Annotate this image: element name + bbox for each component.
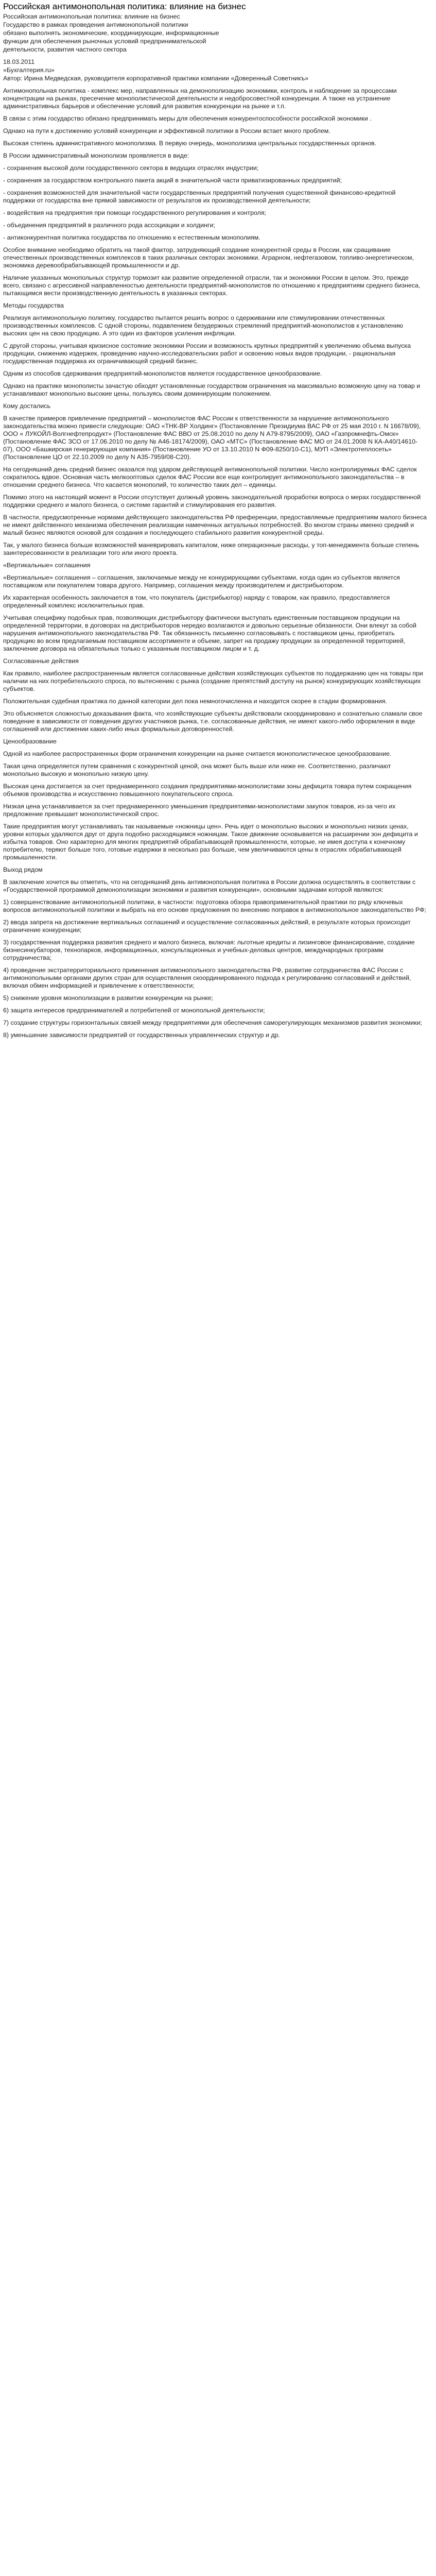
article-paragraph: Их характерная особенность заключается в том, что покупатель (дистрибьютор) наряду с товаром, как правило, предоставляется определенный комплекс исключительных прав. bbox=[3, 594, 390, 609]
article-paragraph: Наличие указанных монопольных структур тормозит как развитие определенной отрасли, так и экономики России в целом. Это, прежде всего, связано с агрессивной направленностью деятельности предприятий-монополистов по отношению к предприятиям среднего бизнеса, пытающимся вести производственную деятельность в указанных секторах. bbox=[3, 274, 421, 297]
article-paragraph: Учитывая специфику подобных прав, позволяющих дистрибьютору фактически выступать единственным поставщиком продукции на определенной территории, в договорах на дистрибьюторов нередко возлагаются и довольно серьезные обязанности. Они влекут за собой нарушения антимонопольного законодательства РФ. Так обязанность письменно согласовывать с поставщиком цены, приобретать продукцию во всем предлагаемым поставщиком ассортименте и объеме, запрет на продажу продукции за определенной территорией, заключение договора на обязательных только с указанным поставщиком лицом и т. д. bbox=[3, 614, 416, 652]
article-paragraph: Высокая цена достигается за счет преднамеренного создания предприятиями-монополистами зоны дефицита товара путем сокращения объемов производства и искусственно повышенного покупательского спроса. bbox=[3, 783, 412, 798]
article-paragraph: Кому достались bbox=[3, 402, 50, 410]
article-paragraph: Антимонопольная политика - комплекс мер, направленных на демонополизацию экономики, контроль и наблюдение за процессами концентрации на рынках, пресечение монополистической деятельности и недобросовестной конкуренции. А также на устранение административных барьеров и обеспечение условий для развития конкуренции на рынке и т.п. bbox=[3, 87, 397, 110]
article-body bbox=[3, 87, 427, 1039]
article-page bbox=[0, 1, 430, 1039]
lead-line: Российская антимонопольная политика: влияние на бизнес bbox=[3, 13, 180, 20]
lead-line: деятельности, развития частного сектора bbox=[3, 46, 127, 53]
article-paragraph: Однако на пути к достижению условий конкуренции и эффективной политики в России встает много проблем. bbox=[3, 127, 330, 134]
article-paragraph: Реализуя антимонопольную политику, государство пытается решить вопрос о сдерживании или стимулировании отечественных производственных комплексов. С одной стороны, подавлением безудержных стремлений предприятий-монополистов к установлению высоких цен на свою продукцию. А это один из факторов усиления инфляции. bbox=[3, 314, 404, 337]
article-paragraph: 5) снижение уровня монополизации в развитии конкуренции на рынке; bbox=[3, 994, 214, 1002]
article-paragraph: Это объясняется сложностью доказывания факта, что хозяйствующие субъекты действовали скоординировано и сознательно сламали свое поведение в зависимости от поведения других участников рынка, т.е. согласованные действия, не имеют какого-либо оформления в виде соглашений или достижении каких-либо иных формальных договоренностей. bbox=[3, 710, 423, 733]
article-paragraph: 7) создание структуры горизонтальных связей между предприятиями для обеспечения саморегулирующих механизмов развития экономики; bbox=[3, 1019, 422, 1026]
article-paragraph: В частности, предусмотренные нормами действующего законодательства РФ преференции, предоставляемые предприятиям малого бизнеса не имеют действенного механизма обеспечения реализации намеченных актуальных потребностей. Во многом страны именно средний и малый бизнес являются основой для создания и последующего стабильного развития конкурентной среды. bbox=[3, 514, 427, 536]
article-paragraph: 2) ввода запрета на достижение вертикальных соглашений и осуществление согласованных действий, в результате которых происходит ограничение конкуренции; bbox=[3, 919, 411, 934]
article-lead bbox=[3, 13, 427, 54]
article-meta bbox=[3, 58, 427, 82]
lead-line: обязано выполнять экономические, координирующие, информационные bbox=[3, 29, 219, 37]
article-paragraph: 6) защита интересов предпринимателей и потребителей от монопольной деятельности; bbox=[3, 1007, 265, 1014]
article-paragraph: Низкая цена устанавливается за счет преднамеренного уменьшения предприятиями-монополистами закупок товаров, из-за чего их предложение превышает монополистической спрос. bbox=[3, 803, 396, 818]
article-paragraph: Ценообразование bbox=[3, 738, 57, 745]
article-paragraph: - сохранения высокой доли государственного сектора в ведущих отраслях индустрии; bbox=[3, 164, 259, 172]
article-paragraph: Согласованные действия bbox=[3, 657, 79, 665]
lead-line: Государство в рамках проведения антимонопольной политики bbox=[3, 21, 188, 28]
article-paragraph: В связи с этим государство обязано предпринимать меры для обеспечения конкурентоспособности российской экономики . bbox=[3, 115, 372, 122]
article-paragraph: Такие предприятия могут устанавливать так называемые «ножницы цен». Речь идет о монопольно высоких и монопольно низких ценах, уровни которых удаляются друг от друга подобно расходящимся ножницам. Такое движение основывается на расширении зон дефицита и избытка товаров. Оно характерно для многих предприятий обрабатывающей промышленности, которые, не имея доступа к конечному потребителю, теряют больше того, готовые издержки в несколько раз больше, чем увеличиваются цены в отраслях обрабатывающей промышленности. bbox=[3, 823, 418, 861]
article-paragraph: Такая цена определяется путем сравнения с конкурентной ценой, она может быть выше или ниже ее. Соответственно, различают монопольно высокую и монопольно низкую цену. bbox=[3, 762, 391, 777]
article-paragraph: В России административный монополизм проявляется в виде: bbox=[3, 152, 189, 159]
article-paragraph: В качестве примеров привлечение предприятий – монополистов ФАС России к ответственности за нарушение антимонопольного законодательства можно привести следующие: ОАО «ТНК-ВР Холдинг» (Постановление Президиума ВАС РФ от 25 мая 2010 г. N 16678/09), ООО « ЛУКОЙЛ-Волгнефтепродукт» (Постановление ФАС ВВО от 25.08.2010 по делу N А79-8795/2009), ОАО «Газпромнефть-Омск» (Постановление ФАС ЗСО от 17.06.2010 по делу № А46-18174/2009), ОАО «МТС» (Постановление ФАС МО от 24.01.2008 N КА-А40/14610-07), ООО «Башкирская генерирующая компания» (Постановление УО от 13.10.2010 N Ф09-8250/10-С1), МУП «Электротеплосеть» (Постановление ЦО от 22.10.2009 по делу N А35-7959/08-С20). bbox=[3, 415, 421, 461]
article-paragraph: Особое внимание необходимо обратить на такой фактор, затрудняющий создание конкурентной среды в России, как сращивание отечественных производственных комплексов в таких различных секторах экономики. Аграрном, нефтегазовом, топливо-энергетическом, экономика деревообрабатывающей промышленности и др. bbox=[3, 246, 414, 269]
article-paragraph: Одной из наиболее распространенных форм ограничения конкуренции на рынке считается монополистическое ценообразование. bbox=[3, 750, 392, 757]
article-paragraph: - сохранения за государством контрольного пакета акций в значительной части приватизированных предприятий; bbox=[3, 177, 342, 184]
article-paragraph: На сегодняшний день средний бизнес оказался под ударом действующей антимонопольной политики. Число контролируемых ФАС сделок сократилось вдвое. Основная часть мелкооптовых сделок ФАС России все еще контролирует антимонопольного законодательства – в отношении среднего бизнеса. Что касается монополий, то количество таких дел – единицы. bbox=[3, 466, 417, 488]
article-source: «Бухгалтерия.ru» bbox=[3, 66, 55, 74]
lead-line: функции для обеспечения рыночных условий предпринимательской bbox=[3, 38, 206, 45]
article-paragraph: 1) совершенствование антимонопольной политики, в частности: подготовка обзора правоприменительной практики по ряду ключевых вопросов антимонопольной политики и выбрать на его основе предложения по внесению поправок в антимонопольное законодательство РФ; bbox=[3, 899, 426, 913]
article-paragraph: - антиконкурентная политика государства по отношению к естественным монополиям. bbox=[3, 234, 260, 241]
article-date: 18.03.2011 bbox=[3, 58, 35, 65]
article-paragraph: - объединения предприятий в различного рода ассоциации и холдинги; bbox=[3, 222, 215, 229]
article-paragraph: Положительная судебная практика по данной категории дел пока немногочисленна и находится скорее в стадии формирования. bbox=[3, 698, 387, 705]
article-paragraph: 3) государственная поддержка развития среднего и малого бизнеса, включая: льготные кредиты и лизинговое финансирование, создание бизнесинкубаторов, технопарков, информационных, консультационных и учебных-деловых центров, международных программ сотрудничества; bbox=[3, 939, 415, 961]
article-paragraph: Помимо этого на настоящий момент в России отсутствует должный уровень законодательной проработки вопроса о мерах государственной поддержки среднего и малого бизнеса, о системе гарантий и стимулирования его развития. bbox=[3, 494, 421, 509]
article-paragraph: - сохранения возможностей для значительной части государственных предприятий получения существенной финансово-кредитной поддержки от государства вне прямой зависимости от результатов их производственной деятельности; bbox=[3, 189, 396, 204]
article-paragraph: Как правило, наиболее распространенным является согласованные действия хозяйствующих субъектов по поддержанию цен на товары при наличии на них потребительского спроса, по вытеснению с рынка (создание препятствий доступу на рынок) конкурирующих хозяйствующих субъектов. bbox=[3, 670, 423, 692]
article-paragraph: С другой стороны, учитывая кризисное состояние экономики России и возможность крупных предприятий к увеличению объема выпуска продукции, снижению издержек, проведению научно-исследовательских работ и освоению новых видов продукции, - рациональная государственная поддержка их ограничивающей средний бизнес. bbox=[3, 342, 411, 365]
article-paragraph: «Вертикальные» соглашения – соглашения, заключаемые между не конкурирующими субъектами, когда один из субъектов является поставщиком или покупателем товара другого. Например, соглашения между производителем и дистрибьютором. bbox=[3, 574, 400, 589]
article-author: Автор: Ирина Медведская, руководителя корпоративной практики компании «Доверенный Советникъ» bbox=[3, 75, 309, 82]
article-paragraph: Однако на практике монополисты зачастую обходят установленные государством ограничения на максимально возможную цену на товар и устанавливают монопольно высокие цены, пользуясь своим доминирующим положением. bbox=[3, 382, 421, 397]
article-paragraph: Одним из способов сдерживания предприятий-монополистов является государственное ценообразование. bbox=[3, 370, 322, 377]
article-paragraph: 8) уменьшение зависимости предприятий от государственных управленческих структур и др. bbox=[3, 1031, 280, 1039]
article-title: Российская антимонопольная политика: влияние на бизнес bbox=[3, 2, 246, 11]
article-paragraph: В заключение хочется вы отметить, что на сегодняшний день антимонопольная политика в России должна осуществлять в соответствии с «Государственной программой демонополизации экономики и развития конкуренции», основными задачами которой являются: bbox=[3, 878, 416, 893]
article-paragraph: Так, у малого бизнеса больше возможностей маневрировать капиталом, ниже операционные расходы, у топ-менеджмента больше степень заинтересованности в реализации того или иного проекта. bbox=[3, 541, 419, 556]
article-paragraph: 4) проведение экстратерриториального применения антимонопольного законодательства РФ, развитие сотрудничества ФАС России с антимонопольными органами других стран для осуществления скоординированного подхода к регулированию согласований и действий, включая обмен информацией и привлечение к ответственности; bbox=[3, 967, 411, 989]
article-paragraph: Высокая степень административного монополизма. В первую очередь, монополизма центральных государственных органов. bbox=[3, 140, 376, 147]
article-paragraph: - воздействия на предприятия при помощи государственного регулирования и контроля; bbox=[3, 209, 267, 216]
article-paragraph: Выход рядом bbox=[3, 866, 43, 873]
article-paragraph: Методы государства bbox=[3, 302, 64, 309]
article-paragraph: «Вертикальные» соглашения bbox=[3, 562, 91, 569]
